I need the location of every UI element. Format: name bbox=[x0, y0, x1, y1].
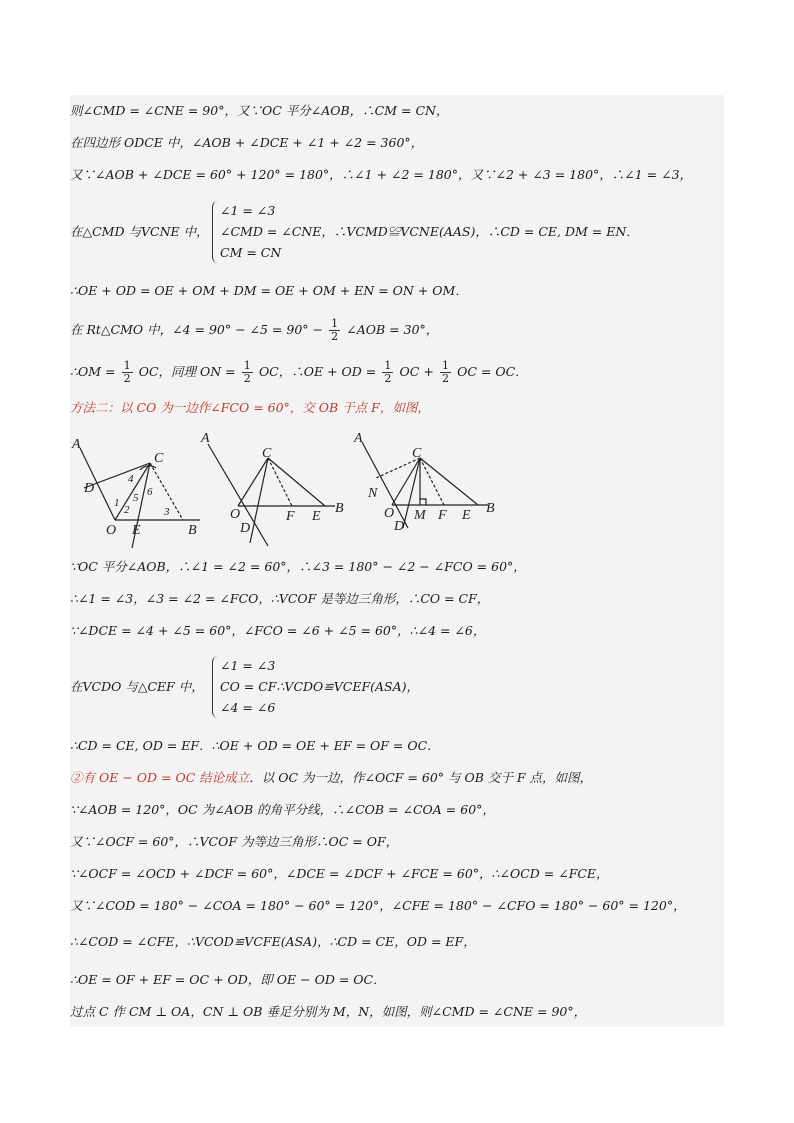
brace-1-row-1: ∠1 = ∠3 bbox=[220, 203, 276, 218]
fig2-label-b: B bbox=[335, 501, 344, 516]
brace-1-row-2: ∠CMD = ∠CNE，∴VCMD≌VCNE(AAS)，∴CD = CE, DM = EN． bbox=[220, 224, 639, 239]
text-line-6: 在 Rt△CMO 中，∠4 = 90° − ∠5 = 90° − $\frac{1}{2}$ ∠AOB = 30°， bbox=[70, 317, 439, 343]
fig3-label-a: A bbox=[354, 431, 363, 446]
fig1-label-c: C bbox=[154, 451, 164, 466]
fig3-label-d: D bbox=[394, 519, 405, 534]
fraction-half: $\frac{1}{2}$ bbox=[384, 359, 392, 385]
fig3-label-m: M bbox=[414, 508, 426, 523]
fig3-label-e: E bbox=[462, 508, 471, 523]
fig1-label-4: 4 bbox=[128, 473, 134, 485]
brace-1-row-3: CM = CN bbox=[220, 245, 282, 260]
fig2-label-a: A bbox=[201, 431, 210, 446]
text-line-9: ∵OC 平分∠AOB，∴∠1 = ∠2 = 60°，∴∠3 = 180° − ∠2 − ∠FCO = 60°， bbox=[70, 559, 526, 574]
figure-2 bbox=[208, 444, 335, 546]
text-line-5: ∴OE + OD = OE + OM + DM = OE + OM + EN = ON + OM． bbox=[70, 283, 468, 298]
fig1-label-o: O bbox=[106, 523, 117, 538]
fig3-label-b: B bbox=[486, 501, 495, 516]
text-line-21: 过点 C 作 CM ⊥ OA，CN ⊥ OB 垂足分别为 M，N，如图，则∠CMD = ∠CNE = 90°， bbox=[70, 1004, 587, 1019]
fig3-label-o: O bbox=[384, 506, 395, 521]
text-line-12-prefix: 在VCDO 与△CEF 中， bbox=[70, 679, 204, 694]
text-line-13: ∴CD = CE, OD = EF．∴OE + OD = OE + EF = OF = OC． bbox=[70, 738, 440, 753]
text-line-15: ∵∠AOB = 120°，OC 为∠AOB 的角平分线，∴∠COB = ∠COA = 60°， bbox=[70, 802, 495, 817]
geometry-figures bbox=[0, 428, 794, 558]
text-line-1: 则∠CMD = ∠CNE = 90°，又∵OC 平分∠AOB，∴CM = CN， bbox=[70, 103, 449, 118]
fig3-label-c: C bbox=[412, 446, 422, 461]
fig3-label-n: N bbox=[368, 486, 378, 501]
fig1-label-b: B bbox=[188, 523, 197, 538]
fig1-label-6: 6 bbox=[147, 486, 153, 498]
fig1-label-5: 5 bbox=[133, 492, 139, 504]
fig1-label-a: A bbox=[72, 437, 81, 452]
text-line-20: ∴OE = OF + EF = OC + OD，即 OE − OD = OC． bbox=[70, 972, 386, 987]
fig3-label-f: F bbox=[438, 508, 447, 523]
brace-1 bbox=[212, 201, 219, 263]
text-line-17: ∵∠OCF = ∠OCD + ∠DCF = 60°，∠DCE = ∠DCF + ∠FCE = 60°，∴∠OCD = ∠FCE， bbox=[70, 866, 609, 881]
fig2-label-d: D bbox=[240, 521, 251, 536]
text-line-3: 又∵∠AOB + ∠DCE = 60° + 120° = 180°，∴∠1 + ∠2 = 180°，又∵∠2 + ∠3 = 180°，∴∠1 = ∠3， bbox=[70, 167, 693, 182]
text-line-8-method-two: 方法二：以 CO 为一边作∠FCO = 60°，交 OB 于点 F，如图， bbox=[70, 400, 430, 415]
fraction-half: $\frac{1}{2}$ bbox=[331, 317, 339, 343]
fig2-label-e: E bbox=[312, 509, 321, 524]
fig1-label-e: E bbox=[132, 523, 141, 538]
text-line-2: 在四边形 ODCE 中，∠AOB + ∠DCE + ∠1 + ∠2 = 360°， bbox=[70, 135, 424, 150]
fig1-label-1: 1 bbox=[114, 497, 120, 509]
brace-2 bbox=[212, 656, 219, 718]
fraction-half: $\frac{1}{2}$ bbox=[123, 359, 131, 385]
fig1-label-3: 3 bbox=[164, 506, 170, 518]
fig1-label-2: 2 bbox=[124, 504, 130, 516]
text-line-4-prefix: 在△CMD 与VCNE 中， bbox=[70, 224, 209, 239]
fraction-half: $\frac{1}{2}$ bbox=[441, 359, 449, 385]
fig2-label-o: O bbox=[230, 507, 241, 522]
text-line-10: ∴∠1 = ∠3，∠3 = ∠2 = ∠FCO，∴VCOF 是等边三角形，∴CO = CF， bbox=[70, 591, 490, 606]
fig2-label-f: F bbox=[286, 509, 295, 524]
fig1-label-d: D bbox=[84, 481, 95, 496]
text-line-11: ∵∠DCE = ∠4 + ∠5 = 60°，∠FCO = ∠6 + ∠5 = 60°，∴∠4 = ∠6， bbox=[70, 623, 486, 638]
brace-2-row-3: ∠4 = ∠6 bbox=[220, 700, 276, 715]
text-line-16: 又∵∠OCF = 60°，∴VCOF 为等边三角形∴OC = OF， bbox=[70, 834, 399, 849]
fig2-label-c: C bbox=[262, 446, 272, 461]
text-line-14: ②有 OE − OD = OC 结论成立．以 OC 为一边，作∠OCF = 60° 与 OB 交于 F 点，如图， bbox=[70, 770, 593, 785]
text-line-19: ∴∠COD = ∠CFE，∴VCOD≌VCFE(ASA)，∴CD = CE，OD = EF， bbox=[70, 934, 476, 949]
text-line-18: 又∵∠COD = 180° − ∠COA = 180° − 60° = 120°，∠CFE = 180° − ∠CFO = 180° − 60° = 120°， bbox=[70, 898, 686, 913]
fraction-half: $\frac{1}{2}$ bbox=[243, 359, 251, 385]
text-line-7: ∴OM = $\frac{1}{2}$ OC，同理 ON = $\frac{1}{2}$ OC，∴OE + OD = $\frac{1}{2}$ OC + $\frac{1}{2}$ OC = OC． bbox=[70, 359, 528, 385]
brace-2-row-2: CO = CF∴VCDO≌VCEF(ASA)， bbox=[220, 679, 420, 694]
brace-2-row-1: ∠1 = ∠3 bbox=[220, 658, 276, 673]
